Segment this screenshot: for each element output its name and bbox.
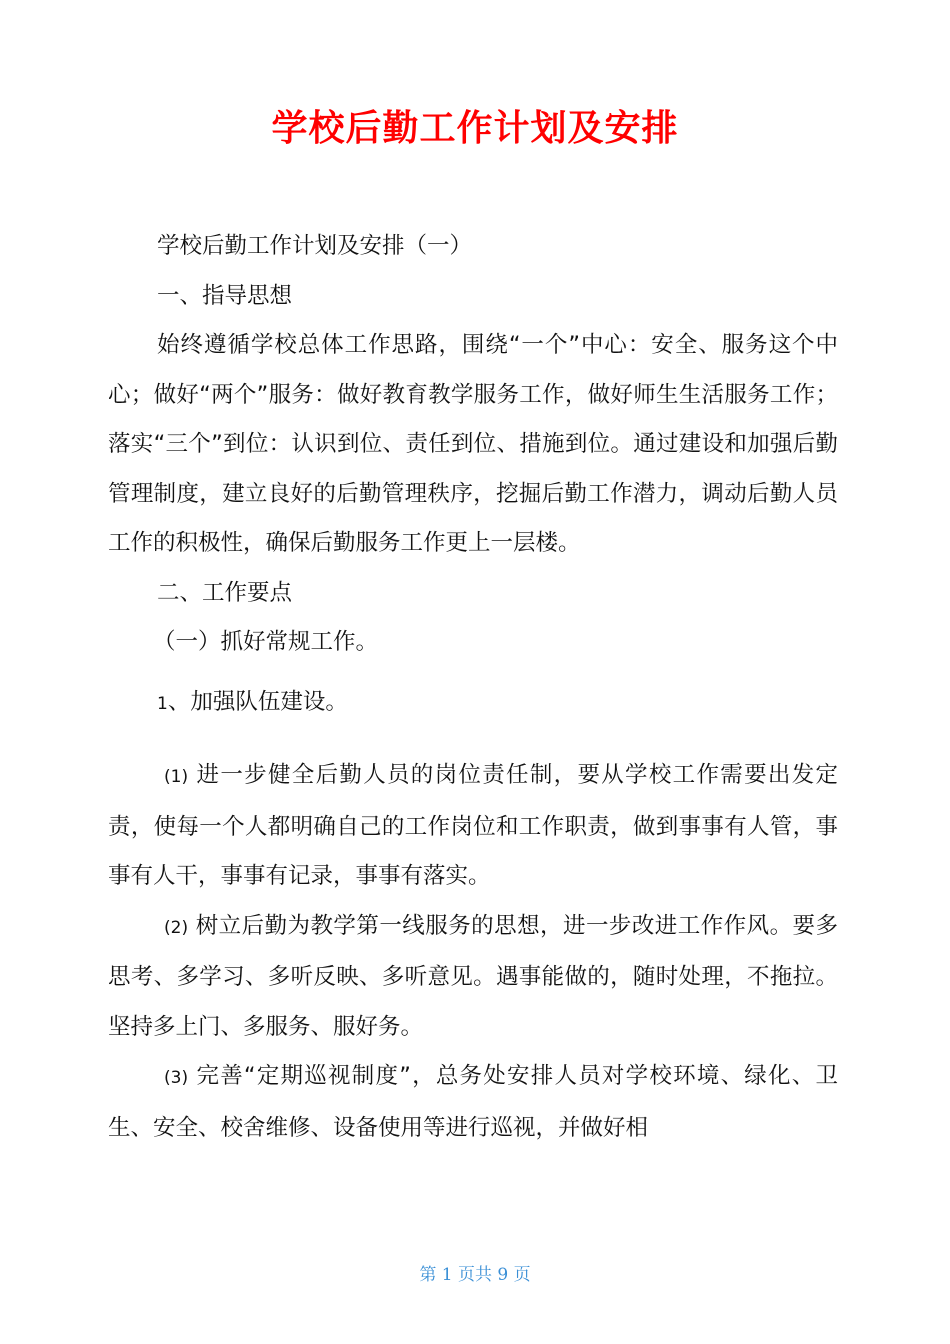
- section-heading-work-points: 二、工作要点: [157, 579, 293, 606]
- section-heading-guiding-ideology: 一、指导思想: [157, 282, 293, 309]
- paragraph-point-3: [108, 1052, 838, 1153]
- document-body: [108, 222, 838, 1153]
- point-text: 完善“定期巡视制度”，总务处安排人员对学校环境、绿化、卫生、安全、校舍维修、设备使用等进行巡视，并做好相: [108, 1063, 838, 1141]
- list-item-text: 、加强队伍建设。: [167, 688, 348, 715]
- paragraph-point-1: [108, 751, 838, 902]
- point-number: (2): [164, 917, 189, 938]
- list-item-team-building: [108, 678, 838, 730]
- document-title: 学校后勤工作计划及安排: [271, 108, 679, 149]
- point-text: 树立后勤为教学第一线服务的思想，进一步改进工作作风。要多思考、多学习、多听反映、多听意见。遇事能做的，随时处理，不拖拉。坚持多上门、多服务、服好务。: [108, 912, 838, 1040]
- point-number: (3): [164, 1068, 189, 1088]
- paragraph-guiding-ideology: 始终遵循学校总体工作思路，围绕“一个”中心：安全、服务这个中心；做好“两个”服务：做好教育教学服务工作，做好师生生活服务工作；落实“三个”到位：认识到位、责任到位、措施到位。通过建设和加强后勤管理制度，建立良好的后勤管理秩序，挖掘后勤工作潜力，调动后勤人员工作的积极性，确保后勤服务工作更上一层楼。: [108, 332, 838, 556]
- subsection-heading-routine-work: （一）抓好常规工作。: [153, 629, 379, 655]
- paragraph-point-2: [108, 902, 838, 1053]
- point-text: 进一步健全后勤人员的岗位责任制，要从学校工作需要出发定责，使每一个人都明确自己的工作岗位和工作职责，做到事事有人管，事事有人干，事事有记录，事事有落实。: [108, 762, 838, 889]
- point-number: (1): [164, 767, 189, 787]
- page-indicator: 第 1 页共 9 页: [419, 1265, 531, 1285]
- document-subtitle: 学校后勤工作计划及安排（一）: [157, 233, 473, 259]
- list-item-number: 1: [157, 693, 168, 714]
